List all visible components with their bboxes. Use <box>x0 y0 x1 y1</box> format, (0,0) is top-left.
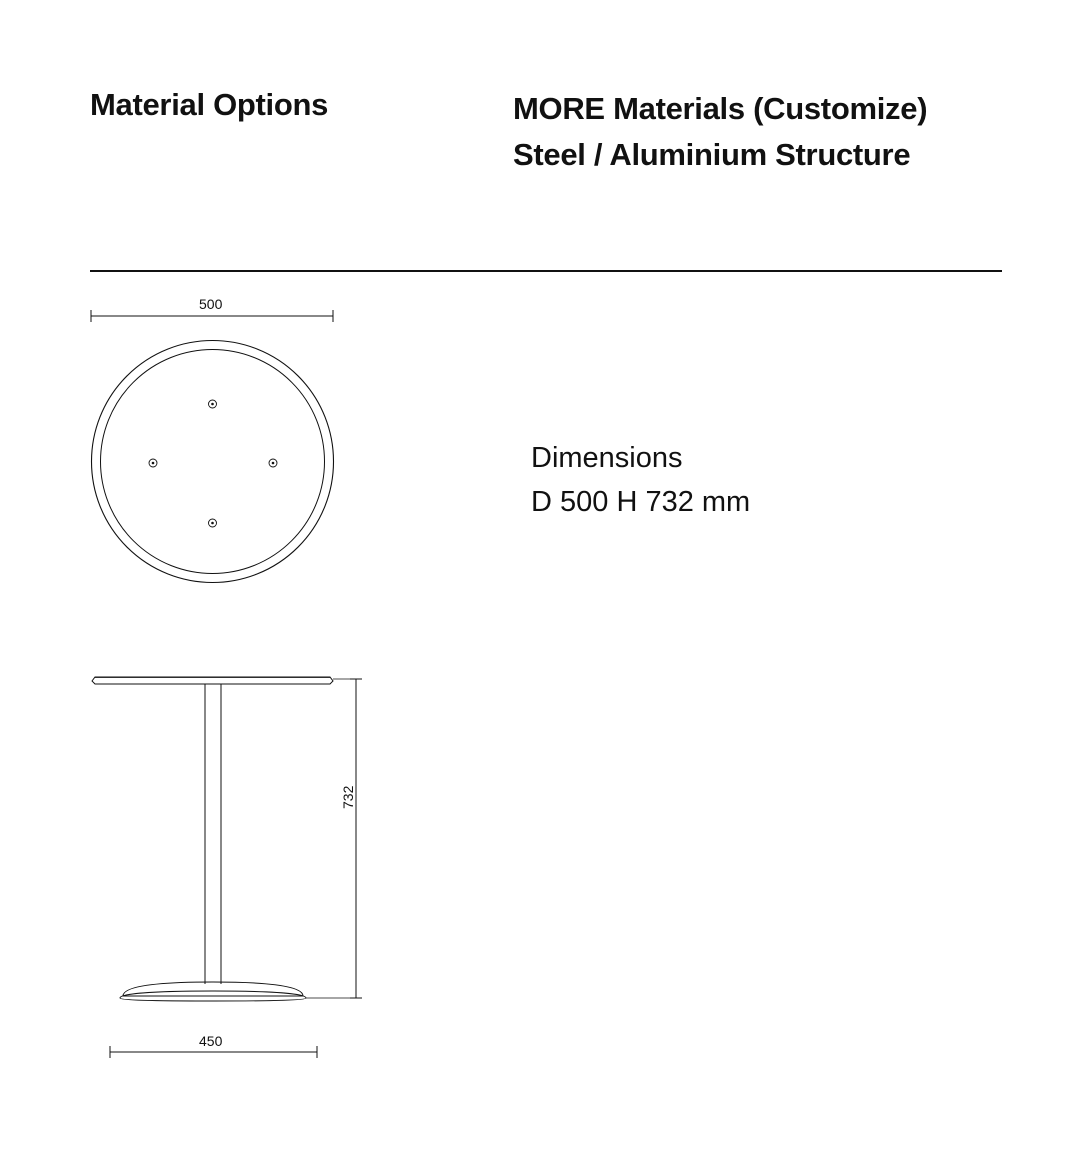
dimensions-value: D 500 H 732 mm <box>531 486 751 519</box>
page-title-material-options: Material Options <box>90 87 329 122</box>
dimension-label-base-width: 450 <box>199 1033 223 1049</box>
dimensions-title: Dimensions <box>531 442 683 474</box>
top-view-circle <box>92 341 334 583</box>
height-dimension-732 <box>306 679 362 998</box>
dimension-label-top-width: 500 <box>199 296 223 312</box>
front-view-base <box>120 982 306 1001</box>
front-view-column <box>205 684 221 984</box>
fixing-points <box>149 400 277 527</box>
dimension-label-height: 732 <box>340 785 356 809</box>
materials-note-line-2: Steel / Aluminium Structure <box>513 136 911 172</box>
front-view-tabletop <box>92 677 333 684</box>
materials-note-line-1: MORE Materials (Customize) <box>513 91 928 126</box>
